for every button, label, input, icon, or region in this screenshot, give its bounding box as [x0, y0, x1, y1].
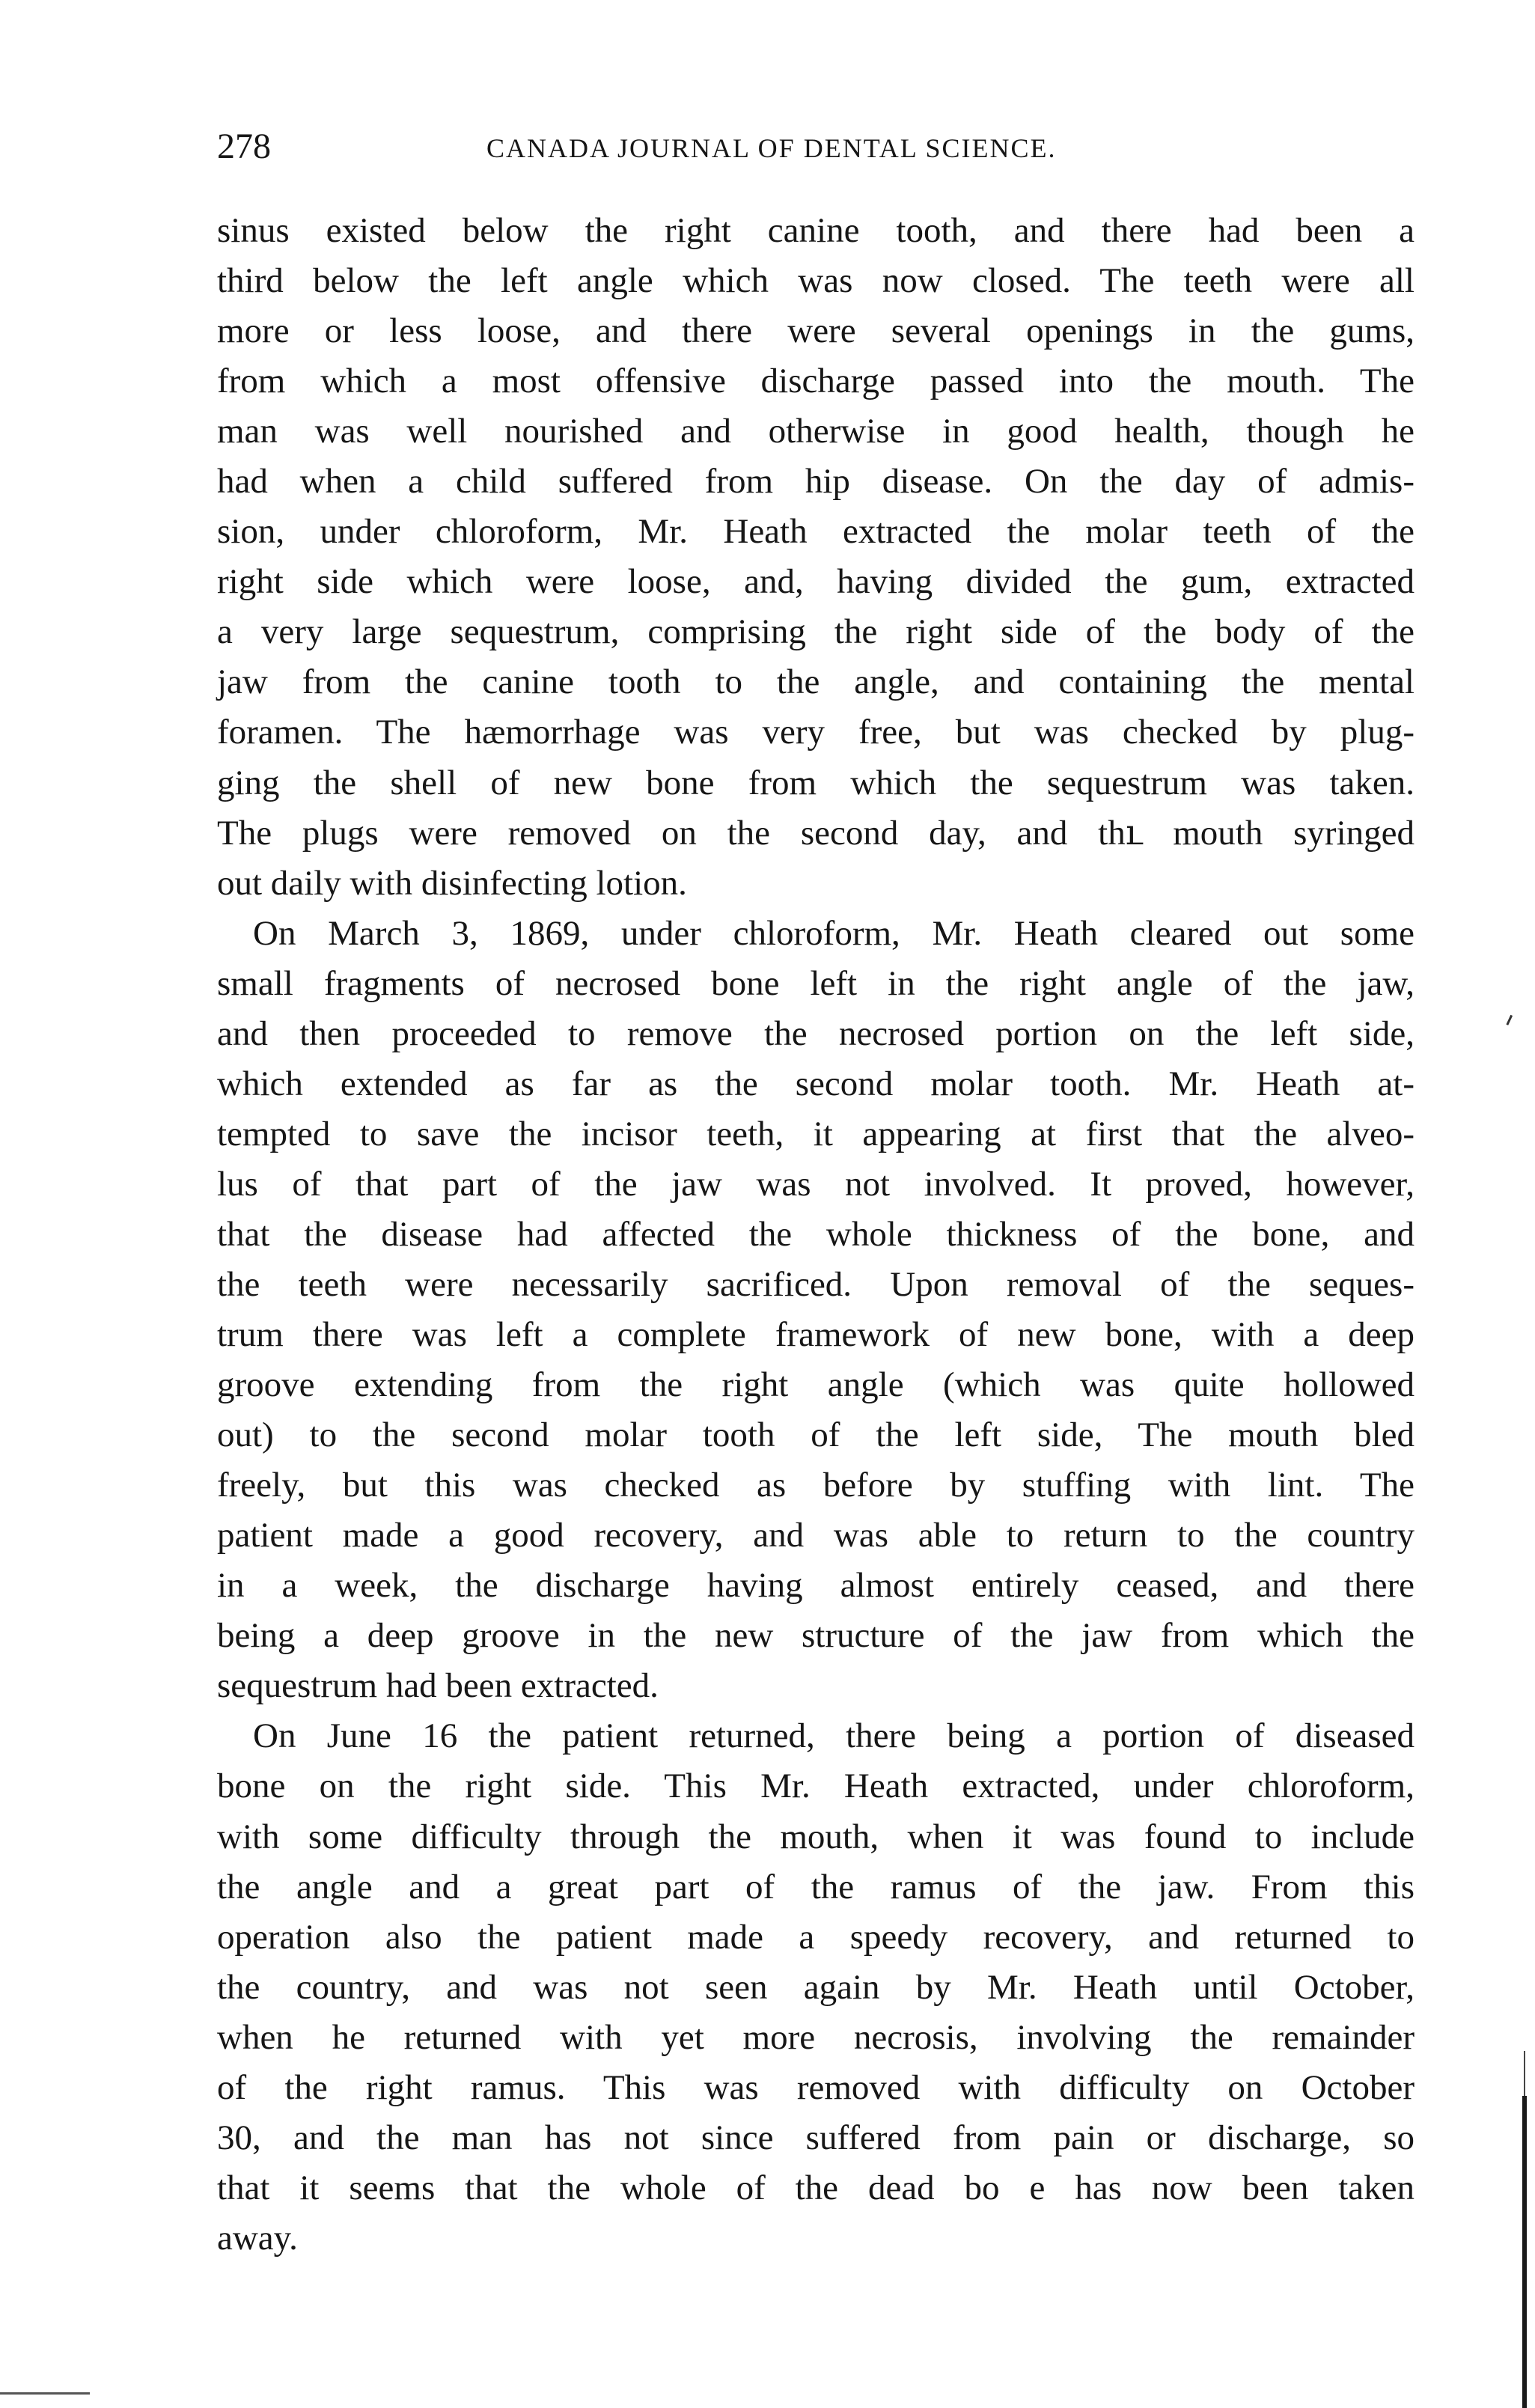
text-line: ging the shell of new bone from which the sequestrum was taken. [217, 763, 1415, 802]
paragraph-2 [217, 909, 1415, 1712]
text-line: The plugs were removed on the second day, and thւ mouth syringed [217, 813, 1415, 853]
text-line: trum there was left a complete framework of new bone, with a deep [217, 1315, 1415, 1355]
text-line: the country, and was not seen again by Mr. Heath until October, [217, 1967, 1415, 2007]
text-line: patient made a good recovery, and was able to return to the country [217, 1516, 1415, 1555]
text-line: tempted to save the incisor teeth, it appearing at first that the alveo- [217, 1114, 1415, 1153]
text-line: small fragments of necrosed bone left in the right angle of the jaw, [217, 963, 1415, 1003]
text-line: a very large sequestrum, comprising the right side of the body of the [217, 612, 1415, 652]
text-line: jaw from the canine tooth to the angle, and containing the mental [217, 662, 1415, 702]
text-line: which extended as far as the second molar tooth. Mr. Heath at- [217, 1064, 1415, 1103]
journal-title: CANADA JOURNAL OF DENTAL SCIENCE. [486, 133, 1057, 163]
scan-artifact [0, 2392, 90, 2395]
text-line: third below the left angle which was now closed. The teeth were all [217, 261, 1415, 301]
text-line: and then proceeded to remove the necrosed portion on the left side, [217, 1014, 1415, 1053]
text-line: out daily with disinfecting lotion. [217, 863, 687, 903]
text-line: operation also the patient made a speedy recovery, and returned to [217, 1917, 1415, 1957]
text-line: On June 16 the patient returned, there being a portion of diseased [253, 1716, 1415, 1756]
stray-ink-mark [1506, 1015, 1516, 1027]
text-line: that it seems that the whole of the dead bo e has now been taken [217, 2168, 1415, 2207]
text-line: out) to the second molar tooth of the left side, The mouth bled [217, 1415, 1415, 1455]
text-line: On March 3, 1869, under chloroform, Mr. Heath cleared out some [253, 913, 1415, 953]
text-line: when he returned with yet more necrosis, involving the remainder [217, 2017, 1415, 2057]
page-edge-shadow [1522, 2096, 1527, 2408]
text-line: lus of that part of the jaw was not involved. It proved, however, [217, 1164, 1415, 1204]
text-line: foramen. The hæmorrhage was very free, but was checked by plug- [217, 713, 1415, 752]
page-number: 278 [217, 127, 271, 166]
paragraph-3 [217, 1711, 1415, 2264]
text-line: had when a child suffered from hip disease. On the day of admis- [217, 462, 1415, 502]
text-line: the teeth were necessarily sacrificed. Upon removal of the seques- [217, 1264, 1415, 1304]
text-line: sinus existed below the right canine tooth, and there had been a [217, 211, 1415, 250]
text-line: more or less loose, and there were several openings in the gums, [217, 311, 1415, 351]
text-line: right side which were loose, and, having divided the gum, extracted [217, 562, 1415, 602]
paragraph-1 [217, 206, 1415, 909]
text-line: groove extending from the right angle (which was quite hollowed [217, 1365, 1415, 1405]
article-body [217, 206, 1415, 2264]
running-head [217, 129, 1415, 174]
text-line: away. [217, 2218, 298, 2258]
text-line: sion, under chloroform, Mr. Heath extracted the molar teeth of the [217, 512, 1415, 552]
text-line: from which a most offensive discharge passed into the mouth. The [217, 362, 1415, 401]
text-line: 30, and the man has not since suffered from pain or discharge, so [217, 2118, 1415, 2157]
text-line: man was well nourished and otherwise in good health, though he [217, 412, 1415, 451]
text-line: sequestrum had been extracted. [217, 1666, 659, 1706]
text-line: being a deep groove in the new structure of the jaw from which the [217, 1616, 1415, 1656]
text-line: bone on the right side. This Mr. Heath extracted, under chloroform, [217, 1767, 1415, 1806]
text-line: in a week, the discharge having almost entirely ceased, and there [217, 1566, 1415, 1606]
text-line: the angle and a great part of the ramus of the jaw. From this [217, 1867, 1415, 1906]
text-line: that the disease had affected the whole thickness of the bone, and [217, 1214, 1415, 1254]
text-line: freely, but this was checked as before by stuffing with lint. The [217, 1466, 1415, 1505]
text-line: with some difficulty through the mouth, when it was found to include [217, 1817, 1415, 1856]
text-line: of the right ramus. This was removed with difficulty on October [217, 2067, 1415, 2107]
